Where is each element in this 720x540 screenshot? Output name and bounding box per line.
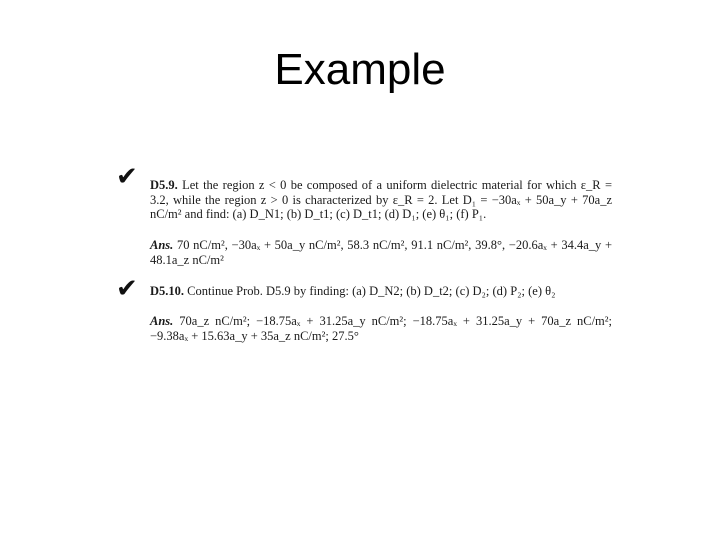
answer-d5-9 <box>150 238 612 267</box>
problem-d5-9 <box>150 178 612 222</box>
problem-label: D5.10. <box>150 284 185 298</box>
problem-text: Continue Prob. D5.9 by finding: (a) D_N2; (b) D_t2; (c) D₂; (d) P₂; (e) θ₂ <box>187 284 556 298</box>
checkmark-icon: ✔ <box>116 162 138 192</box>
answer-label: Ans. <box>150 314 174 328</box>
problem-d5-10 <box>150 284 612 299</box>
checkmark-icon: ✔ <box>116 274 138 304</box>
answer-label: Ans. <box>150 238 174 252</box>
slide-title: Example <box>274 45 446 94</box>
problem-label: D5.9. <box>150 178 178 192</box>
answer-text: 70a_z nC/m²; −18.75aₓ + 31.25a_y nC/m²; −18.75aₓ + 31.25a_y + 70a_z nC/m²; −9.38aₓ + 15.63a_y + 35a_z nC/m²; 27.5° <box>150 314 612 343</box>
answer-d5-10 <box>150 314 612 343</box>
problem-text: Let the region z < 0 be composed of a uniform dielectric material for which ε_R = 3.2, while the region z > 0 is characterized by ε_R = 2. Let D₁ = −30aₓ + 50a_y + 70a_z nC/m² and find: (a) D_N1; (b) D_t1; (c) D_t1; (d) D₁; (e) θ₁; (f) P₁. <box>150 178 613 221</box>
answer-text: 70 nC/m², −30aₓ + 50a_y nC/m², 58.3 nC/m², 91.1 nC/m², 39.8°, −20.6aₓ + 34.4a_y + 48.1a_z nC/m² <box>150 238 612 267</box>
